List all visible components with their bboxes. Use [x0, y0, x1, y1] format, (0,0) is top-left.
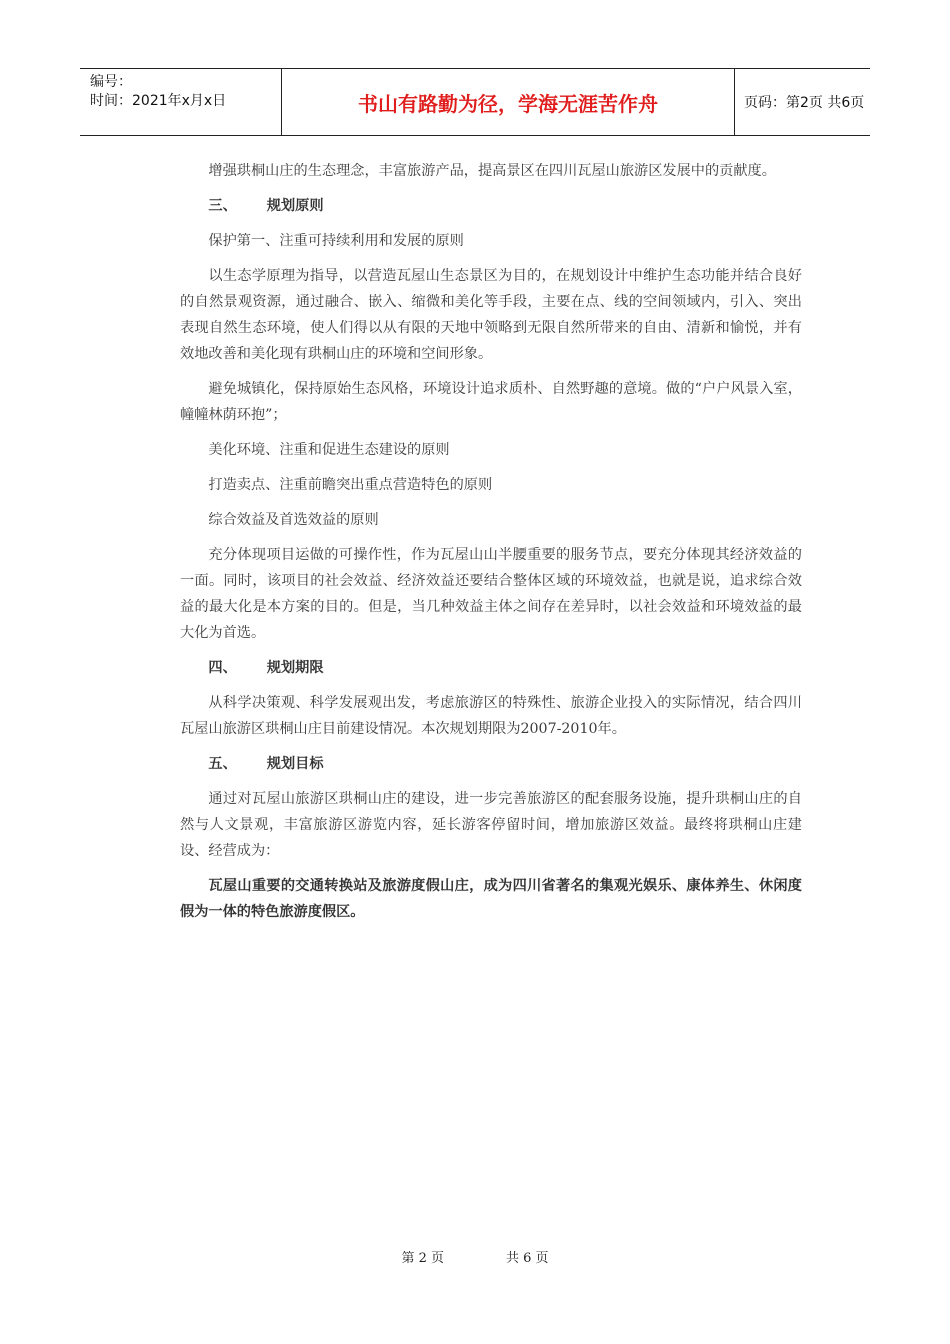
section-heading-principles: [180, 193, 802, 219]
serial-label: 编号：: [90, 74, 132, 90]
paragraph: 从科学决策观、科学发展观出发，考虑旅游区的特殊性、旅游企业投入的实际情况，结合四川瓦屋山旅游区珙桐山庄目前建设情况。本次规划期限为2007-2010年。: [180, 695, 802, 737]
section-number: 五、: [208, 756, 237, 772]
goal-statement: 瓦屋山重要的交通转换站及旅游度假山庄，成为四川省著名的集观光娱乐、康体养生、休闲度假为一体的特色旅游度假区。: [180, 878, 802, 920]
page-header: [80, 68, 870, 136]
header-page-info: 页码：第2页 共6页: [744, 95, 865, 111]
section-title: 规划目标: [266, 756, 324, 772]
section-title: 规划原则: [266, 198, 324, 214]
document-body: [180, 158, 802, 934]
paragraph: 保护第一、注重可持续利用和发展的原则: [208, 233, 464, 249]
section-heading-period: [180, 655, 802, 681]
paragraph: 美化环境、注重和促进生态建设的原则: [208, 442, 450, 458]
paragraph: 避免城镇化，保持原始生态风格，环境设计追求质朴、自然野趣的意境。做的“户户风景入室，幢幢林荫环抱”；: [180, 381, 802, 423]
paragraph: 综合效益及首选效益的原则: [208, 512, 379, 528]
paragraph: 充分体现项目运做的可操作性，作为瓦屋山山半腰重要的服务节点，要充分体现其经济效益的一面。同时，该项目的社会效益、经济效益还要结合整体区域的环境效益，也就是说，追求综合效益的最大化是本方案的目的。但是，当几种效益主体之间存在差异时，以社会效益和环境效益的最大化为首选。: [180, 547, 802, 641]
paragraph: 通过对瓦屋山旅游区珙桐山庄的建设，进一步完善旅游区的配套服务设施，提升珙桐山庄的自然与人文景观，丰富旅游区游览内容，延长游客停留时间，增加旅游区效益。最终将珙桐山庄建设、经营成为：: [180, 791, 802, 859]
paragraph: 打造卖点、注重前瞻突出重点营造特色的原则: [208, 477, 493, 493]
footer-page-number: 第 2 页: [401, 1251, 444, 1266]
header-motto: 书山有路勤为径，学海无涯苦作舟: [282, 69, 735, 135]
header-meta: [80, 69, 282, 135]
paragraph: 增强珙桐山庄的生态理念，丰富旅游产品，提高景区在四川瓦屋山旅游区发展中的贡献度。: [208, 163, 776, 179]
section-heading-goals: [180, 751, 802, 777]
section-number: 四、: [208, 660, 237, 676]
time-label: 时间：2021年x月x日: [90, 93, 227, 109]
page-footer: [0, 1247, 950, 1266]
section-number: 三、: [208, 198, 237, 214]
section-title: 规划期限: [266, 660, 324, 676]
paragraph: 以生态学原理为指导，以营造瓦屋山生态景区为目的，在规划设计中维护生态功能并结合良好的自然景观资源，通过融合、嵌入、缩微和美化等手段，主要在点、线的空间领域内，引入、突出表现自然生态环境，使人们得以从有限的天地中领略到无限自然所带来的自由、清新和愉悦，并有效地改善和美化现有珙桐山庄的环境和空间形象。: [180, 268, 802, 362]
footer-total-pages: 共 6 页: [506, 1251, 549, 1266]
